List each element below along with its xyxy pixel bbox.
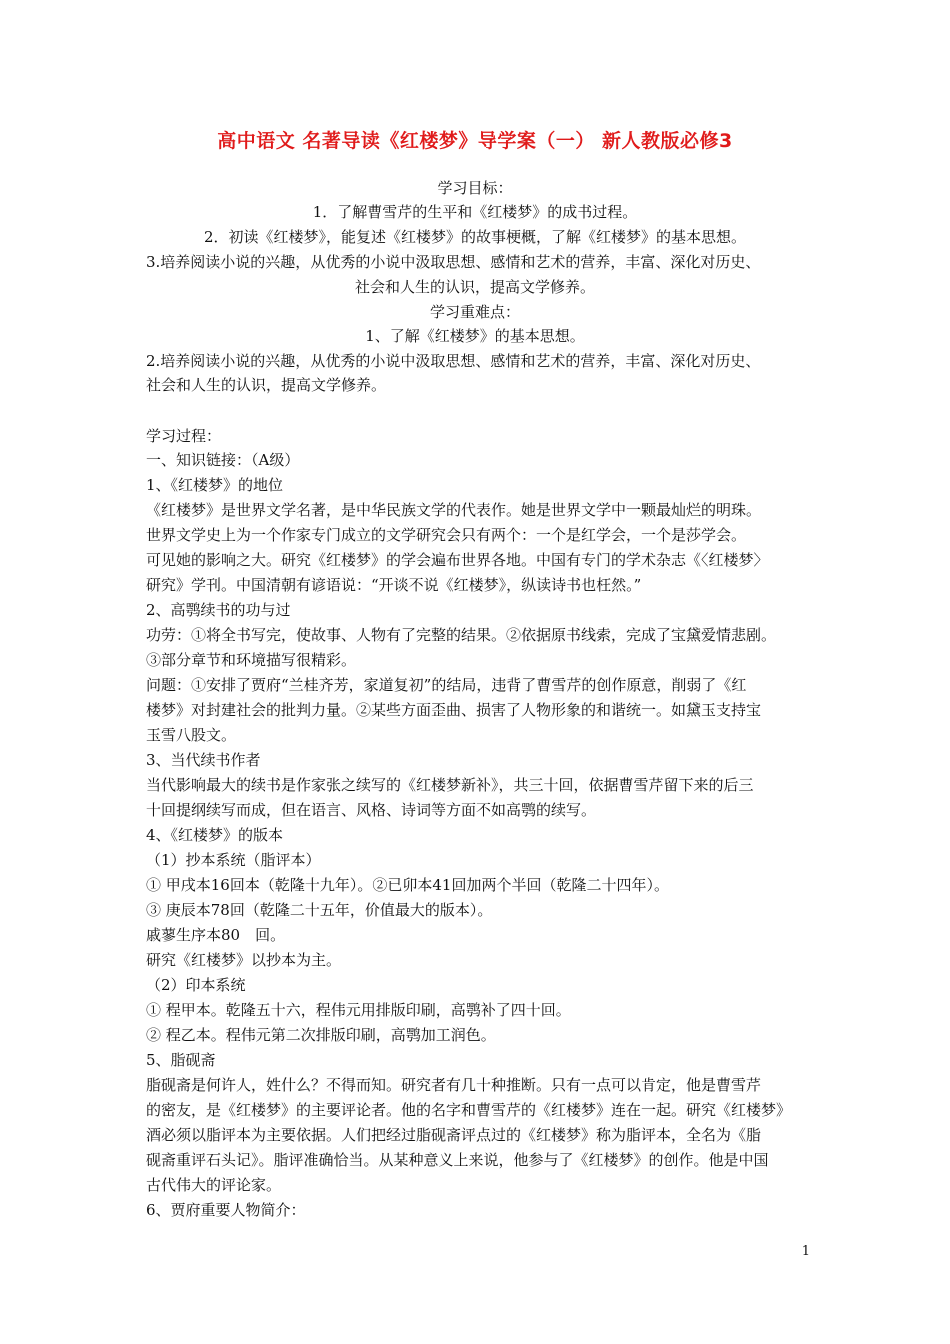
- subsection-heading: （2）印本系统: [146, 976, 246, 994]
- objective-item: 社会和人生的认识，提高文学修养。: [354, 278, 595, 296]
- body-text-line: ① 甲戌本16回本（乾隆十九年）。②已卯本41回加两个半回（乾隆二十四年）。: [146, 876, 669, 894]
- document-title: 高中语文 名著导读《红楼梦》导学案（一） 新人教版必修3: [217, 130, 733, 152]
- page-number: 1: [801, 1244, 810, 1259]
- objective-item: 1．了解曹雪芹的生平和《红楼梦》的成书过程。: [312, 203, 638, 221]
- body-text-line: 楼梦》对封建社会的批判力量。②某些方面歪曲、损害了人物形象的和谐统一。如黛玉支持宝: [146, 701, 762, 719]
- body-text-line: 的密友，是《红楼梦》的主要评论者。他的名字和曹雪芹的《红楼梦》连在一起。研究《红楼梦》: [146, 1101, 792, 1119]
- key-point-item: 社会和人生的认识，提高文学修养。: [146, 376, 387, 394]
- body-text-line: 《红楼梦》是世界文学名著，是中华民族文学的代表作。她是世界文学中一颗最灿烂的明珠。: [146, 501, 762, 519]
- section-heading: 4、《红楼梦》的版本: [146, 826, 284, 844]
- body-text-line: ① 程甲本。乾隆五十六，程伟元用排版印刷，高鹗补了四十回。: [146, 1001, 571, 1019]
- body-text-line: 功劳：①将全书写完，使故事、人物有了完整的结果。②依据原书线索，完成了宝黛爱情悲剧。: [146, 626, 777, 644]
- section-heading: 5、脂砚斋: [146, 1051, 216, 1069]
- body-text-line: 研究》学刊。中国清朝有谚语说：“开谈不说《红楼梦》，纵读诗书也枉然。”: [146, 576, 642, 594]
- body-text-line: 十回提纲续写而成，但在语言、风格、诗词等方面不如高鹗的续写。: [146, 801, 597, 819]
- objective-item: 2．初读《红楼梦》，能复述《红楼梦》的故事梗概，了解《红楼梦》的基本思想。: [203, 228, 747, 246]
- body-text-line: ③ 庚辰本78回（乾隆二十五年，价值最大的版本）。: [146, 901, 493, 919]
- key-point-item: 2.培养阅读小说的兴趣，从优秀的小说中汲取思想、感情和艺术的营养，丰富、深化对历史、: [146, 352, 761, 370]
- section-heading: 6、贾府重要人物简介：: [146, 1201, 306, 1219]
- body-text-line: 问题：①安排了贾府“兰桂齐芳，家道复初”的结局，违背了曹雪芹的创作原意，削弱了《红: [146, 676, 747, 694]
- body-text-line: 当代影响最大的续书是作家张之续写的《红楼梦新补》，共三十回，依据曹雪芹留下来的后三: [146, 776, 754, 794]
- body-text-line: ③部分章节和环境描写很精彩。: [146, 651, 357, 669]
- objectives-heading: 学习目标：: [437, 179, 513, 197]
- section-heading: 2、高鹗续书的功与过: [146, 601, 291, 619]
- body-text-line: 酒必须以脂评本为主要依据。人们把经过脂砚斋评点过的《红楼梦》称为脂评本，全名为《脂: [146, 1126, 762, 1144]
- body-text-line: 研究《红楼梦》以抄本为主。: [146, 951, 342, 969]
- process-heading: 学习过程：: [146, 427, 222, 445]
- body-text-line: 砚斋重评石头记》。脂评准确恰当。从某种意义上来说，他参与了《红楼梦》的创作。他是中国: [146, 1151, 769, 1169]
- body-text-line: ② 程乙本。程伟元第二次排版印刷，高鹗加工润色。: [146, 1026, 496, 1044]
- objective-item: 3.培养阅读小说的兴趣，从优秀的小说中汲取思想、感情和艺术的营养，丰富、深化对历史、: [146, 253, 761, 271]
- body-text-line: 可见她的影响之大。研究《红楼梦》的学会遍布世界各地。中国有专门的学术杂志《〈红楼梦〉: [146, 551, 769, 569]
- key-points-heading: 学习重难点：: [429, 303, 520, 321]
- body-text-line: 戚蓼生序本80 回。: [146, 926, 286, 944]
- body-text-line: 古代伟大的评论家。: [146, 1176, 282, 1194]
- section-heading: 1、《红楼梦》的地位: [146, 476, 284, 494]
- body-text-line: 脂砚斋是何许人，姓什么？不得而知。研究者有几十种推断。只有一点可以肯定，他是曹雪芹: [146, 1076, 762, 1094]
- body-text-line: 玉雪八股文。: [146, 726, 237, 744]
- body-text-line: 世界文学史上为一个作家专门成立的文学研究会只有两个：一个是红学会，一个是莎学会。: [146, 526, 747, 544]
- key-point-item: 1、了解《红楼梦》的基本思想。: [365, 327, 585, 345]
- subsection-heading: （1）抄本系统（脂评本）: [146, 851, 321, 869]
- section-heading: 3、当代续书作者: [146, 751, 261, 769]
- section-heading: 一、知识链接：（A级）: [146, 451, 300, 469]
